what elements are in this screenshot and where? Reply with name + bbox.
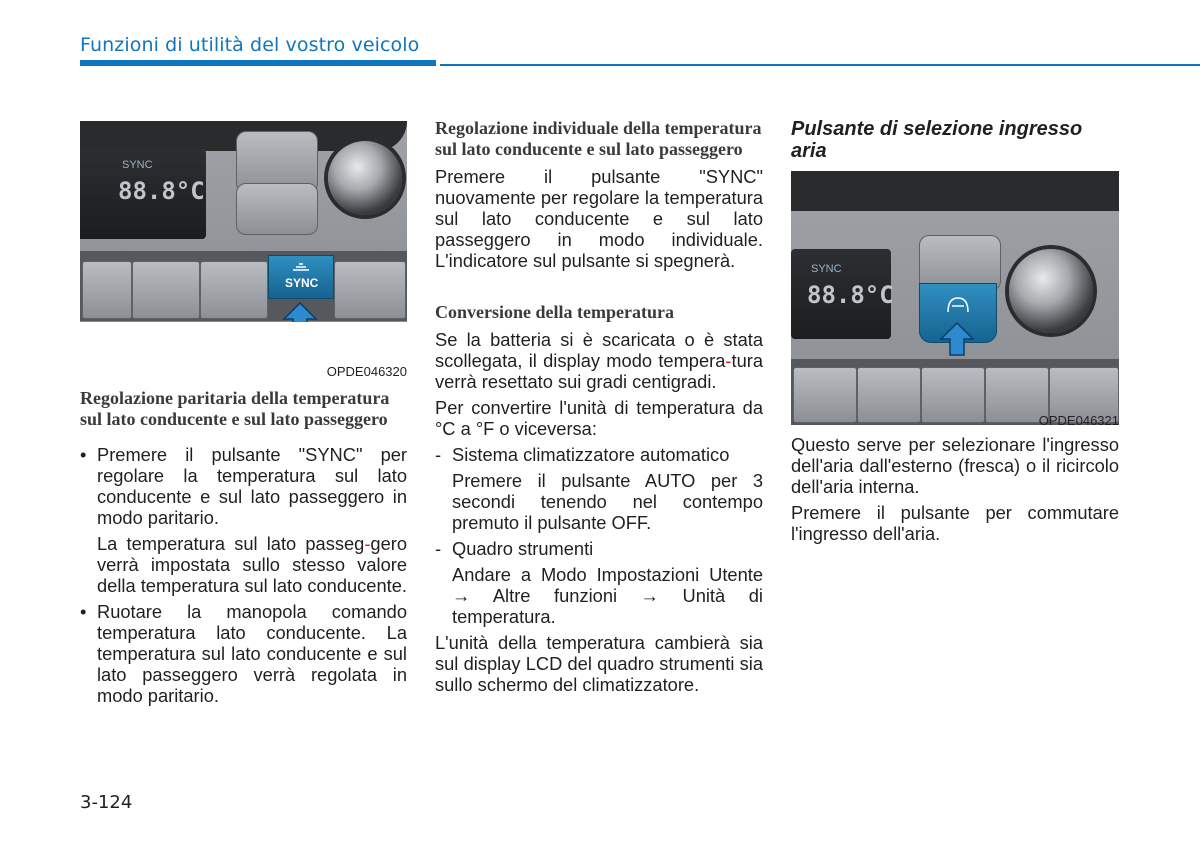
- temp-down-button: [236, 183, 318, 235]
- column-right: [791, 118, 1119, 544]
- paragraph: Se la batteria si è scaricata o è stata scollegata, il display modo tempera-tura verrà resettato sui gradi centigradi.: [435, 329, 763, 392]
- figure-caption: OPDE046320: [326, 364, 407, 379]
- figure-caption: OPDE046321: [1038, 413, 1119, 428]
- list-item: - Quadro strumenti: [435, 538, 594, 559]
- lcd-sync-label: SYNC: [122, 159, 153, 171]
- temperature-knob: [328, 141, 402, 215]
- paragraph: Premere il pulsante "SYNC" nuovamente per regolare la temperatura sul lato conducente e sul lato passeggero in modo individuale. L'indicatore sul pulsante si spegnerà.: [435, 166, 763, 271]
- list-item: • Ruotare la manopola comando temperatura lato conducente. La temperatura sul lato conducente e sul lato passeggero verrà regolata in modo paritario.: [80, 601, 407, 706]
- list-item: • Premere il pulsante "SYNC" per regolare la temperatura sul lato conducente e sul lato passeggero in modo paritario.: [80, 444, 407, 528]
- panel-button: [132, 261, 200, 319]
- bullet-note: La temperatura sul lato passeg-gero verrà impostata sullo stesso valore della temperatura sul lato conducente.: [97, 533, 407, 596]
- air-intake-icon: [944, 292, 972, 314]
- section-heading: Conversione della temperatura: [435, 302, 674, 322]
- lcd-sync-label: SYNC: [811, 263, 842, 275]
- section-heading: Regolazione individuale della temperatura sul lato conducente e sul lato passeggero: [435, 118, 762, 159]
- paragraph: Premere il pulsante per commutare l'ingresso dell'aria.: [791, 502, 1119, 544]
- paragraph: L'unità della temperatura cambierà sia sul display LCD del quadro strumenti sia sullo schermo del climatizzatore.: [435, 632, 763, 695]
- sync-button-illustration: [80, 121, 407, 322]
- running-header-title: Funzioni di utilità del vostro veicolo: [80, 34, 420, 56]
- temperature-knob: [1009, 249, 1093, 333]
- column-left: [80, 121, 407, 706]
- climate-lcd: [80, 149, 206, 239]
- sync-button-label: SYNC: [285, 276, 319, 290]
- list-item-text: Andare a Modo Impostazioni Utente → Altre funzioni → Unità di temperatura.: [452, 564, 763, 627]
- header-rule-thin: [440, 64, 1200, 66]
- climate-lcd: [791, 249, 894, 339]
- panel-button: [334, 261, 406, 319]
- paragraph: Questo serve per selezionare l'ingresso dell'aria dall'esterno (fresca) o il ricircolo dell'aria interna.: [791, 434, 1119, 497]
- pointer-arrow-icon: [939, 321, 975, 357]
- panel-button: [82, 261, 132, 319]
- page-number: 3-124: [80, 792, 133, 813]
- paragraph: Per convertire l'unità di temperatura da °C a °F o viceversa:: [435, 397, 763, 439]
- list-item: - Sistema climatizzatore automatico: [435, 444, 730, 465]
- column-middle: [435, 118, 763, 695]
- sync-fan-icon: [291, 262, 311, 272]
- lcd-temperature: 88.8°C: [807, 281, 894, 309]
- section-heading: Pulsante di selezione ingresso aria: [791, 118, 1083, 162]
- sync-button: [268, 255, 334, 299]
- section-heading: Regolazione paritaria della temperatura sul lato conducente e sul lato passeggero: [80, 388, 390, 429]
- air-intake-button-illustration: [791, 171, 1119, 425]
- list-item-text: Premere il pulsante AUTO per 3 secondi tenendo nel contempo premuto il pulsante OFF.: [452, 470, 763, 533]
- panel-button: [200, 261, 268, 319]
- dash-list: [435, 444, 763, 627]
- header-rule-thick: [80, 60, 436, 66]
- pointer-arrow-icon: [282, 301, 318, 322]
- lcd-temperature: 88.8°C: [118, 177, 205, 205]
- bullet-list: [80, 444, 407, 706]
